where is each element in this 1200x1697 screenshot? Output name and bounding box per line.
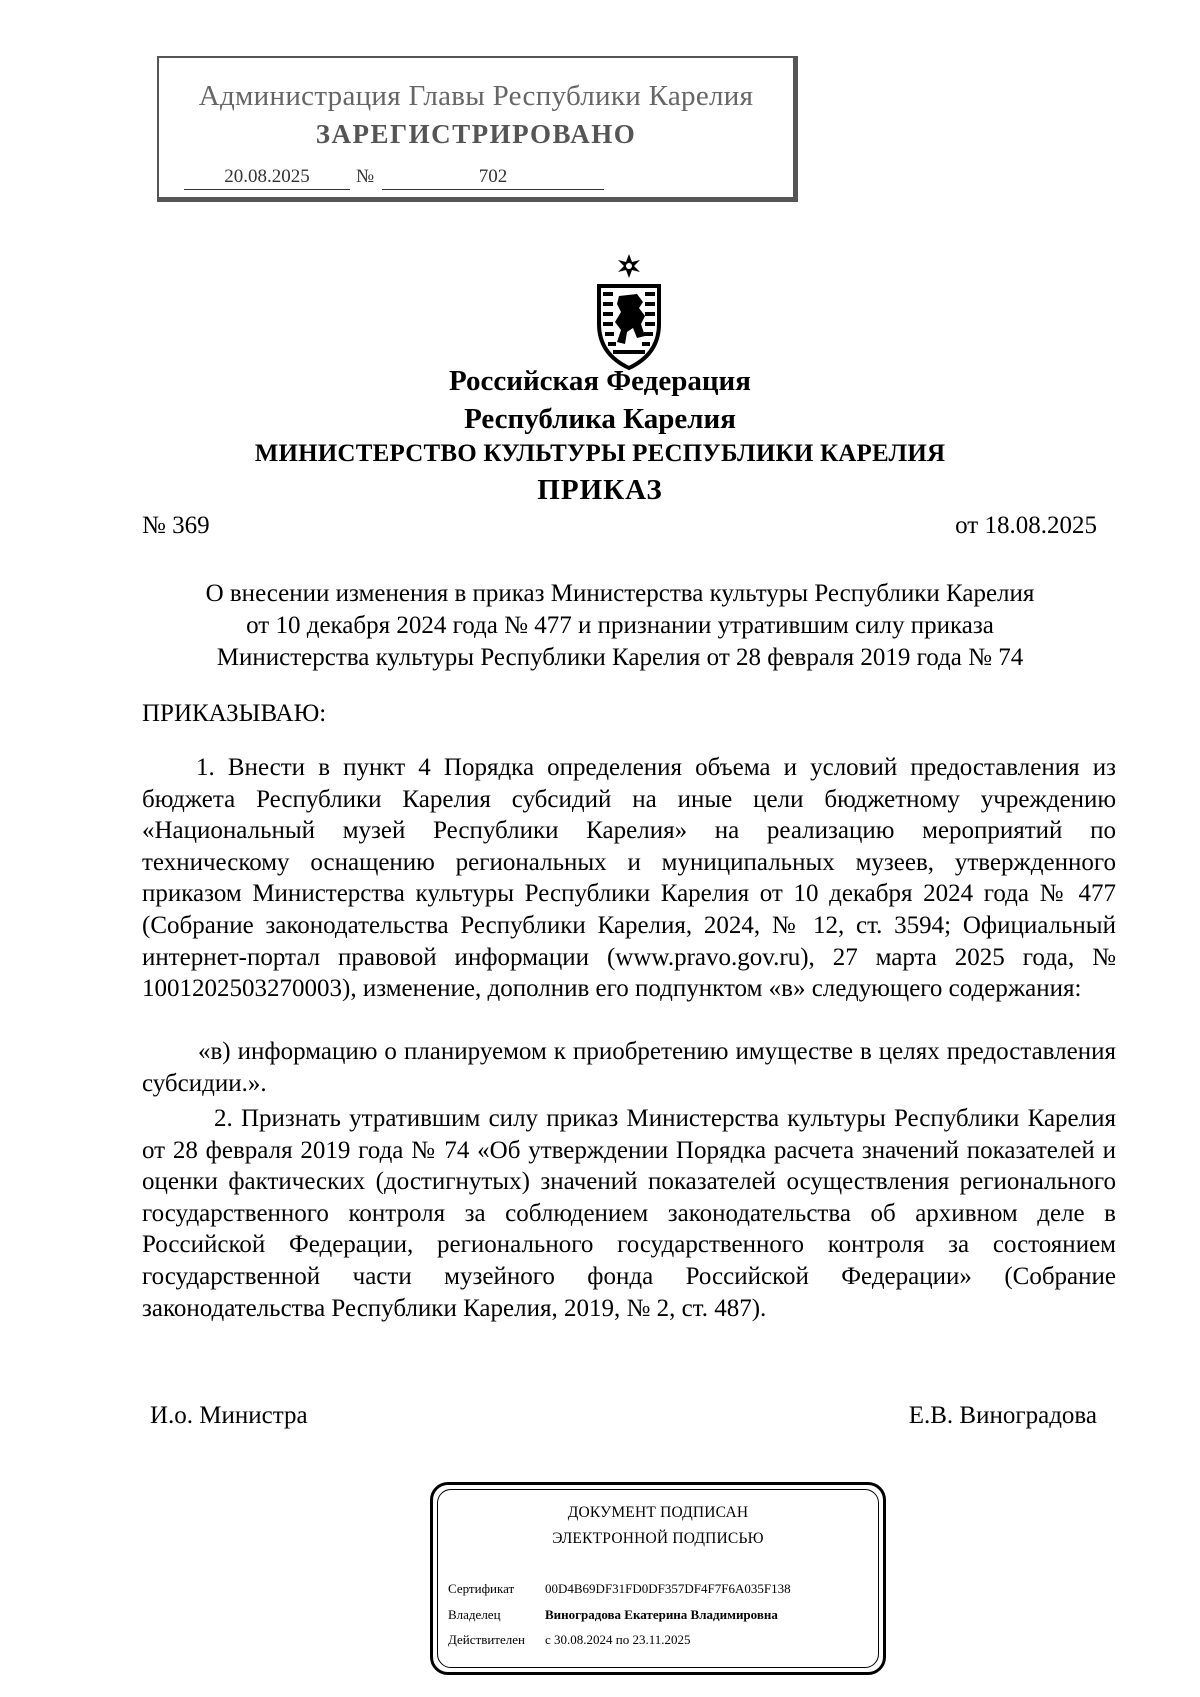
- order-subject-line: Министерства культуры Республики Карелия от 28 февраля 2019 года № 74: [216, 644, 1024, 671]
- order-subject-line: от 10 декабря 2024 года № 477 и признании утратившим силу приказа: [246, 612, 994, 639]
- esign-title-line-1: ДОКУМЕНТ ПОДПИСАН: [567, 1504, 749, 1521]
- esign-validity-label: Действителен: [448, 1632, 525, 1647]
- order-number: № 369: [142, 512, 210, 539]
- esign-certificate-value: 00D4B69DF31FD0DF357DF4F7F6A035F138: [545, 1581, 791, 1596]
- registration-stamp: [157, 56, 798, 202]
- signatory-name: Е.В. Виноградова: [908, 1402, 1097, 1429]
- registration-line: [184, 166, 769, 196]
- karelia-coat-of-arms-icon: [587, 252, 671, 374]
- esign-certificate-label: Сертификат: [448, 1581, 515, 1596]
- order-date: от 18.08.2025: [955, 512, 1097, 539]
- registration-number-label: №: [356, 166, 375, 187]
- electronic-signature-stamp: [430, 1482, 886, 1675]
- registration-number: 702: [382, 166, 604, 190]
- esign-owner-value: Виноградова Екатерина Владимировна: [545, 1607, 778, 1622]
- paragraph-1-subitem: «в) информацию о планируемом к приобретению имуществе в целях предоставления субсидии.».: [142, 1038, 1116, 1097]
- esign-title-line-2: ЭЛЕКТРОННОЙ ПОДПИСЬЮ: [552, 1530, 764, 1547]
- header-region: Республика Карелия: [464, 403, 736, 435]
- header-country: Российская Федерация: [449, 365, 751, 397]
- header-doc-type: ПРИКАЗ: [537, 474, 663, 506]
- esign-validity-value: с 30.08.2024 по 23.11.2025: [545, 1632, 691, 1647]
- registration-stamp-status: ЗАРЕГИСТРИРОВАНО: [315, 119, 637, 149]
- header-ministry: МИНИСТЕРСТВО КУЛЬТУРЫ РЕСПУБЛИКИ КАРЕЛИЯ: [254, 440, 946, 467]
- esign-validity-row: [448, 1632, 691, 1648]
- paragraph-2: 2. Признать утратившим силу приказ Министерства культуры Республики Карелия от 28 февраля 2019 года № 74 «Об утверждении Порядка расчета значений показателей и оценки фактических (достигнутых) значений показателей осуществления регионального государственного контроля за соблюдением законодательства об архивном деле в Российской Федерации, регионального государственного контроля за состоянием государственной части музейного фонда Российской Федерации» (Собрание законодательства Республики Карелия, 2019, № 2, ст. 487).: [142, 1105, 1116, 1322]
- esign-owner-label: Владелец: [448, 1607, 501, 1622]
- decree-word: ПРИКАЗЫВАЮ:: [142, 700, 327, 727]
- esign-certificate-row: [448, 1581, 791, 1597]
- signatory-position: И.о. Министра: [150, 1402, 308, 1429]
- order-subject-line: О внесении изменения в приказ Министерства культуры Республики Карелия: [205, 580, 1035, 607]
- order-subject: [130, 578, 1110, 674]
- paragraph-1: 1. Внести в пункт 4 Порядка определения объема и условий предоставления из бюджета Республики Карелия субсидий на иные цели бюджетному учреждению «Национальный музей Республики Карелия» на реализацию мероприятий по техническому оснащению региональных и муниципальных музеев, утвержденного приказом Министерства культуры Республики Карелия от 10 декабря 2024 года № 477 (Собрание законодательства Республики Карелия, 2024, № 12, ст. 3594; Официальный интернет-портал правовой информации (www.pravo.gov.ru), 27 марта 2025 года, № 1001202503270003), изменение, дополнив его подпунктом «в» следующего содержания:: [142, 754, 1116, 1003]
- esign-owner-row: [448, 1607, 778, 1623]
- registration-stamp-title: Администрация Главы Республики Карелия: [198, 80, 754, 112]
- registration-date: 20.08.2025: [184, 166, 350, 190]
